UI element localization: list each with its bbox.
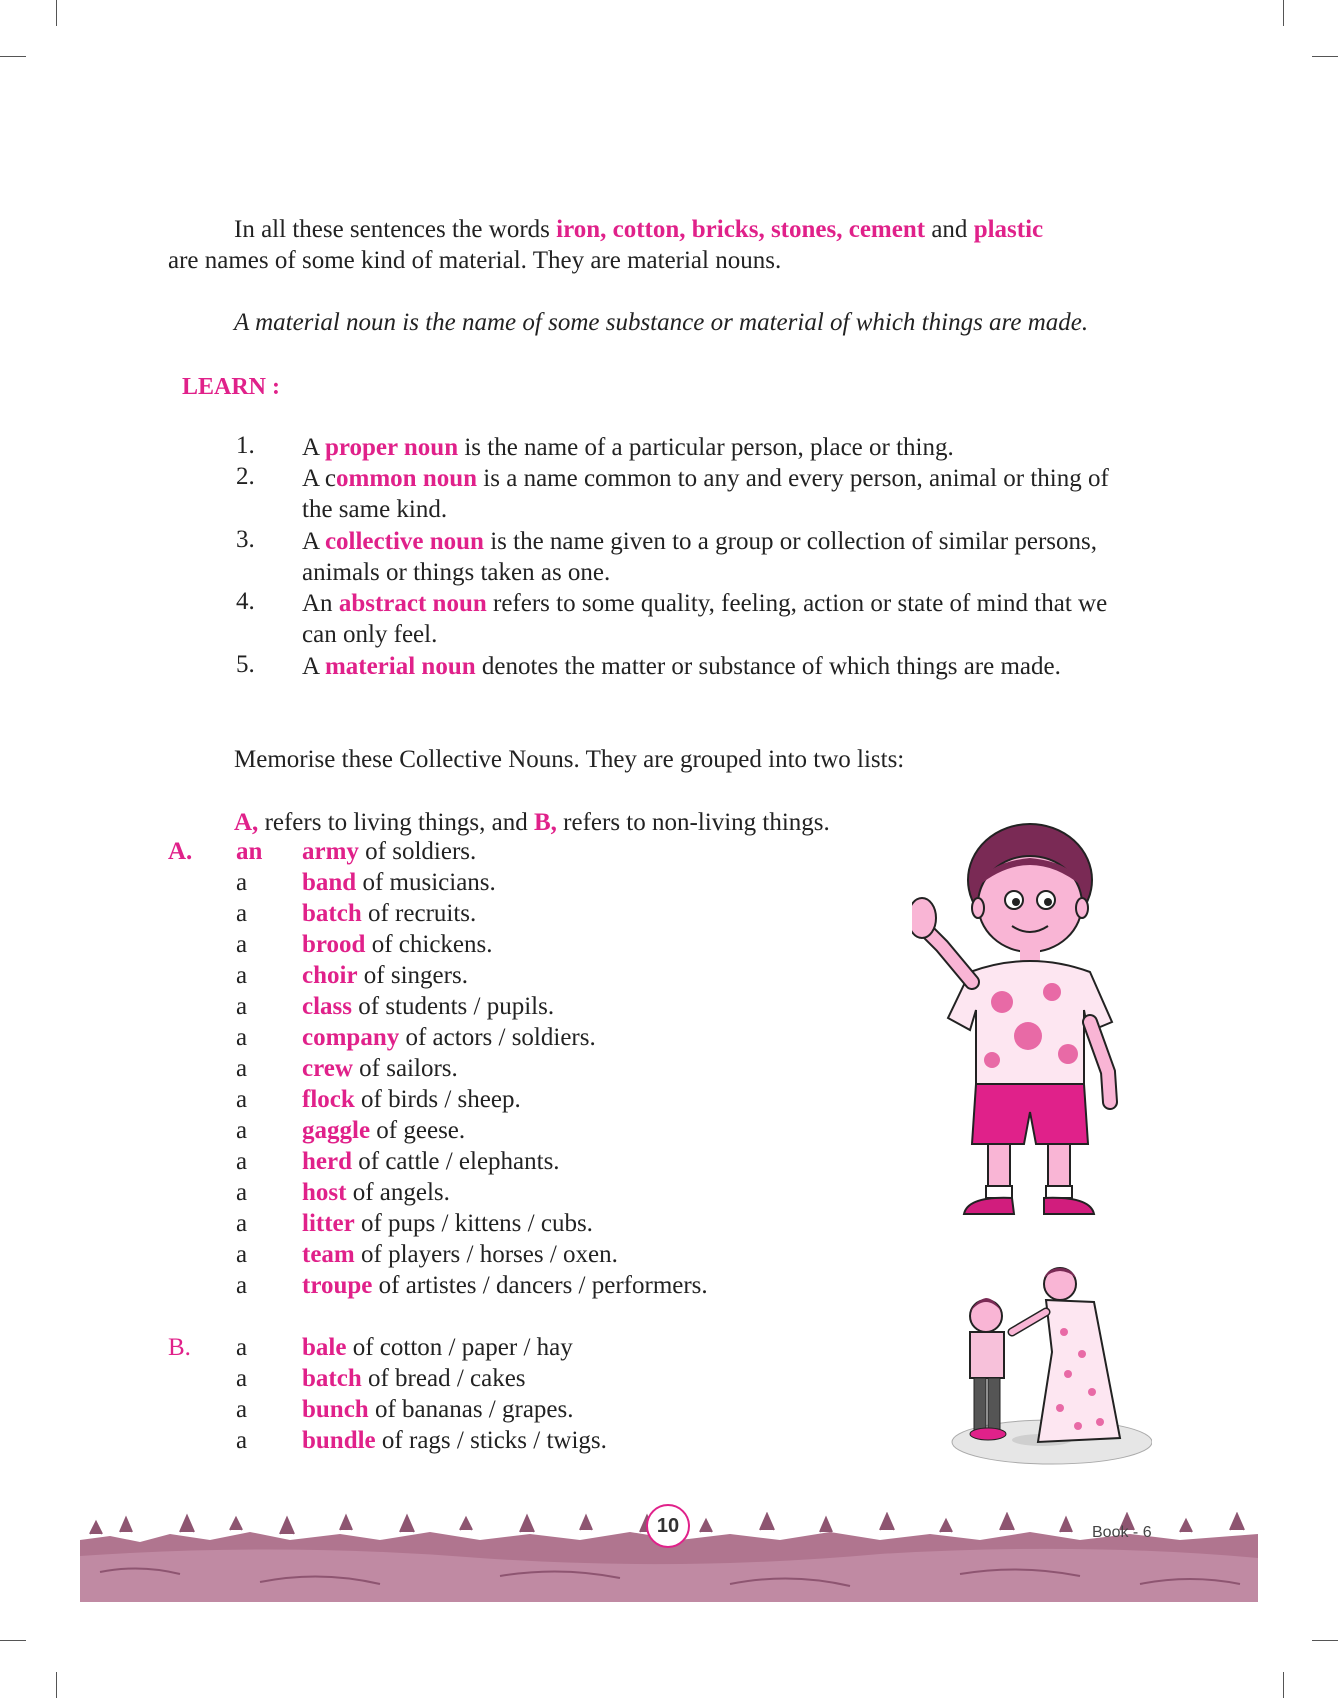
intro-text: In all these sentences the words [234,216,557,243]
item-text: of pups / kittens / cubs. [354,1210,593,1237]
item-text: of cattle / elephants. [352,1148,560,1175]
term: proper noun [324,434,459,461]
list-number: 3. [236,526,255,553]
article: a [236,1396,248,1423]
article: a [236,1086,248,1113]
term: material noun [324,653,476,680]
list-item [302,463,1142,525]
crop-mark [1283,1672,1284,1698]
list-number: 4. [236,588,255,615]
item-text: is the name given to a group or collection of similar persons, animals or things taken as one. [302,528,1098,586]
article: an [236,838,263,865]
item-text: is the name of a particular person, place or thing. [458,434,954,461]
list-item [302,1179,450,1207]
crop-mark [56,1672,57,1698]
list-item [302,1365,526,1393]
article: a [236,1148,248,1175]
list-b-ref: B, [533,809,557,836]
list-item [302,900,476,928]
item-text: of chickens. [365,931,493,958]
list-item [302,1024,596,1052]
list-item [302,993,554,1021]
item-text: of artistes / dancers / performers. [372,1272,708,1299]
item-text: of geese. [370,1117,466,1144]
list-item [302,1427,607,1455]
item-text: of angels. [346,1179,450,1206]
article: a [236,1179,248,1206]
memorise-text: Memorise these Collective Nouns. They are grouped into two lists: [234,746,905,773]
item-text: of birds / sheep. [354,1086,521,1113]
crop-mark [1312,1640,1338,1641]
crop-mark [1283,0,1284,26]
highlight-materials: iron, cotton, bricks, stones, cement [556,216,926,243]
article: a [236,900,248,927]
learn-heading: LEARN : [182,374,281,400]
intro-text: and [925,216,974,243]
collective-noun: class [302,993,352,1020]
list-number: 5. [236,651,255,678]
term: abstract noun [338,590,487,617]
list-item [302,1117,465,1145]
article: a [236,962,248,989]
collective-noun: batch [302,1365,362,1392]
intro-paragraph [168,214,1168,276]
list-a-ref: A, [234,809,259,836]
item-text: A c [302,465,337,492]
item-text: An [302,590,339,617]
collective-noun: choir [302,962,358,989]
item-text: of soldiers. [358,838,477,865]
collective-noun: flock [302,1086,355,1113]
list-item [302,432,1152,463]
intro-text: refers to living things, and [258,809,534,836]
article: a [236,1117,248,1144]
list-item [302,962,468,990]
item-text: of musicians. [356,869,496,896]
collective-noun: band [302,869,357,896]
list-a-label: A. [168,838,193,865]
crop-mark [0,1640,26,1641]
item-text: of players / horses / oxen. [354,1241,618,1268]
list-number: 1. [236,432,255,459]
collective-noun: bunch [302,1396,369,1423]
crop-mark [1312,56,1338,57]
item-text: of actors / soldiers. [399,1024,596,1051]
collective-noun: bundle [302,1427,376,1454]
list-item [302,651,1122,682]
item-text: A [302,653,325,680]
list-item [302,1334,573,1362]
article: a [236,1427,248,1454]
article: a [236,1365,248,1392]
item-text: of bananas / grapes. [368,1396,574,1423]
item-text: A [302,434,325,461]
list-item [302,869,496,897]
collective-noun: litter [302,1210,355,1237]
collective-noun: troupe [302,1272,373,1299]
boy-waving-illustration [912,822,1142,1222]
collective-noun: army [302,838,359,865]
article: a [236,931,248,958]
highlight-plastic: plastic [973,216,1044,243]
definition-text: A material noun is the name of some substance or material of which things are made. [234,309,1089,336]
item-text: of bread / cakes [361,1365,526,1392]
item-text: of recruits. [361,900,477,927]
article: a [236,869,248,896]
term: collective noun [324,528,484,555]
intro-text: refers to non-living things. [556,809,830,836]
list-b-label: B. [168,1334,191,1361]
lists-intro [234,807,830,838]
article: a [236,1241,248,1268]
article: a [236,1334,248,1361]
collective-noun: company [302,1024,400,1051]
list-item [302,1396,574,1424]
list-item [302,1272,708,1300]
book-label: Book - 6 [1092,1524,1152,1541]
crop-mark [56,0,57,26]
item-text: refers to some quality, feeling, action or state of mind that we can only feel. [302,590,1108,648]
list-item [302,838,476,866]
mother-child-illustration [942,1262,1152,1472]
collective-noun: brood [302,931,366,958]
list-item [302,1148,560,1176]
collective-noun: gaggle [302,1117,371,1144]
article: a [236,1272,248,1299]
page-number: 10 [646,1504,690,1548]
crop-mark [0,56,26,57]
item-text: of rags / sticks / twigs. [375,1427,607,1454]
item-text: denotes the matter or substance of which things are made. [475,653,1061,680]
list-number: 2. [236,463,255,490]
list-item [302,1210,593,1238]
collective-noun: batch [302,900,362,927]
list-item [302,588,1142,650]
item-text: A [302,528,325,555]
collective-noun: team [302,1241,355,1268]
list-item [302,1241,618,1269]
intro-text: are names of some kind of material. They are material nouns. [168,247,782,274]
list-item [302,526,1122,588]
article: a [236,1055,248,1082]
collective-noun: herd [302,1148,352,1175]
term: ommon noun [336,465,478,492]
collective-noun: crew [302,1055,353,1082]
article: a [236,1024,248,1051]
list-item [302,1055,458,1083]
list-item [302,1086,521,1114]
item-text: of singers. [357,962,468,989]
item-text: of sailors. [352,1055,458,1082]
collective-noun: bale [302,1334,347,1361]
article: a [236,993,248,1020]
article: a [236,1210,248,1237]
item-text: of students / pupils. [352,993,555,1020]
item-text: is a name common to any and every person, animal or thing of the same kind. [302,465,1109,523]
list-item [302,931,493,959]
collective-noun: host [302,1179,347,1206]
item-text: of cotton / paper / hay [346,1334,573,1361]
